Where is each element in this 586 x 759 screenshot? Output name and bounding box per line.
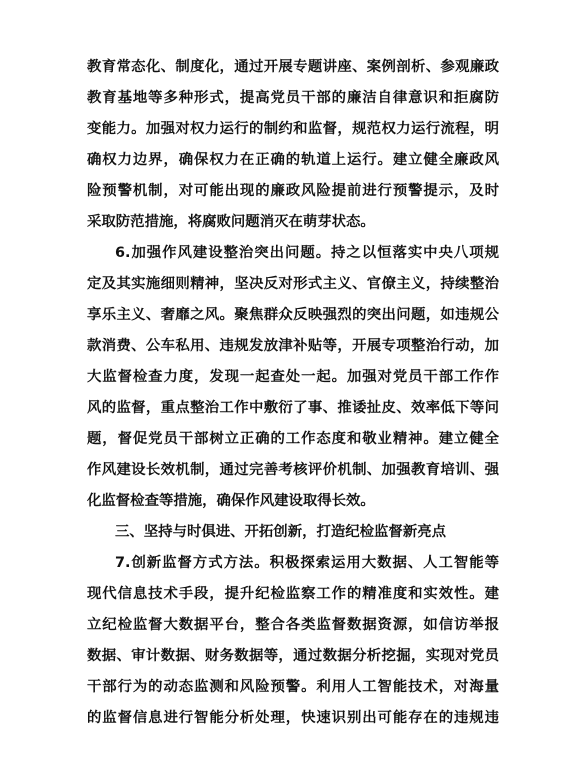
paragraph-1-line-3: 变能力。加强对权力运行的制约和监督，规范权力运行流程，明 bbox=[87, 121, 499, 137]
paragraph-3-line-4: 数据、审计数据、财务数据等，通过数据分析挖掘，实现对党员 bbox=[87, 648, 499, 664]
paragraph-1-line-4: 确权力边界，确保权力在正确的轨道上运行。建立健全廉政风 bbox=[87, 152, 499, 168]
paragraph-2-line-7: 题，督促党员干部树立正确的工作态度和敬业精神。建立健全 bbox=[87, 431, 499, 447]
paragraph-1-line-2: 教育基地等多种形式，提高党员干部的廉洁自律意识和拒腐防 bbox=[87, 90, 499, 106]
paragraph-1-line-1: 教育常态化、制度化，通过开展专题讲座、案例剖析、参观廉政 bbox=[87, 59, 499, 75]
paragraph-3-line-3: 立纪检监督大数据平台，整合各类监督数据资源，如信访举报 bbox=[87, 617, 499, 633]
paragraph-2-line-3: 享乐主义、奢靡之风。聚焦群众反映强烈的突出问题，如违规公 bbox=[87, 307, 499, 323]
paragraph-1-line-5: 险预警机制，对可能出现的廉政风险提前进行预警提示，及时 bbox=[87, 183, 499, 199]
section-heading: 三、坚持与时俱进、开拓创新，打造纪检监督新亮点 bbox=[115, 524, 446, 540]
paragraph-3-line-5: 干部行为的动态监测和风险预警。利用人工智能技术，对海量 bbox=[87, 679, 499, 695]
paragraph-3-line-2: 现代信息技术手段，提升纪检监察工作的精准度和实效性。建 bbox=[87, 586, 499, 602]
paragraph-2-line-1: 6.加强作风建设整治突出问题。持之以恒落实中央八项规 bbox=[115, 245, 499, 261]
paragraph-2-line-9: 化监督检查等措施，确保作风建设取得长效。 bbox=[87, 493, 375, 509]
paragraph-1-line-6: 采取防范措施，将腐败问题消灭在萌芽状态。 bbox=[87, 214, 375, 230]
paragraph-2-line-5: 大监督检查力度，发现一起查处一起。加强对党员干部工作作 bbox=[87, 369, 499, 385]
paragraph-2-line-8: 作风建设长效机制，通过完善考核评价机制、加强教育培训、强 bbox=[87, 462, 499, 478]
paragraph-3-line-6: 的监督信息进行智能分析处理，快速识别出可能存在的违规违 bbox=[87, 710, 499, 726]
paragraph-2-line-2: 定及其实施细则精神，坚决反对形式主义、官僚主义，持续整治 bbox=[87, 276, 499, 292]
paragraph-2-line-6: 风的监督，重点整治工作中敷衍了事、推诿扯皮、效率低下等问 bbox=[87, 400, 499, 416]
paragraph-2-line-4: 款消费、公车私用、违规发放津补贴等，开展专项整治行动，加 bbox=[87, 338, 499, 354]
paragraph-3-line-1: 7.创新监督方式方法。积极探索运用大数据、人工智能等 bbox=[115, 555, 499, 571]
